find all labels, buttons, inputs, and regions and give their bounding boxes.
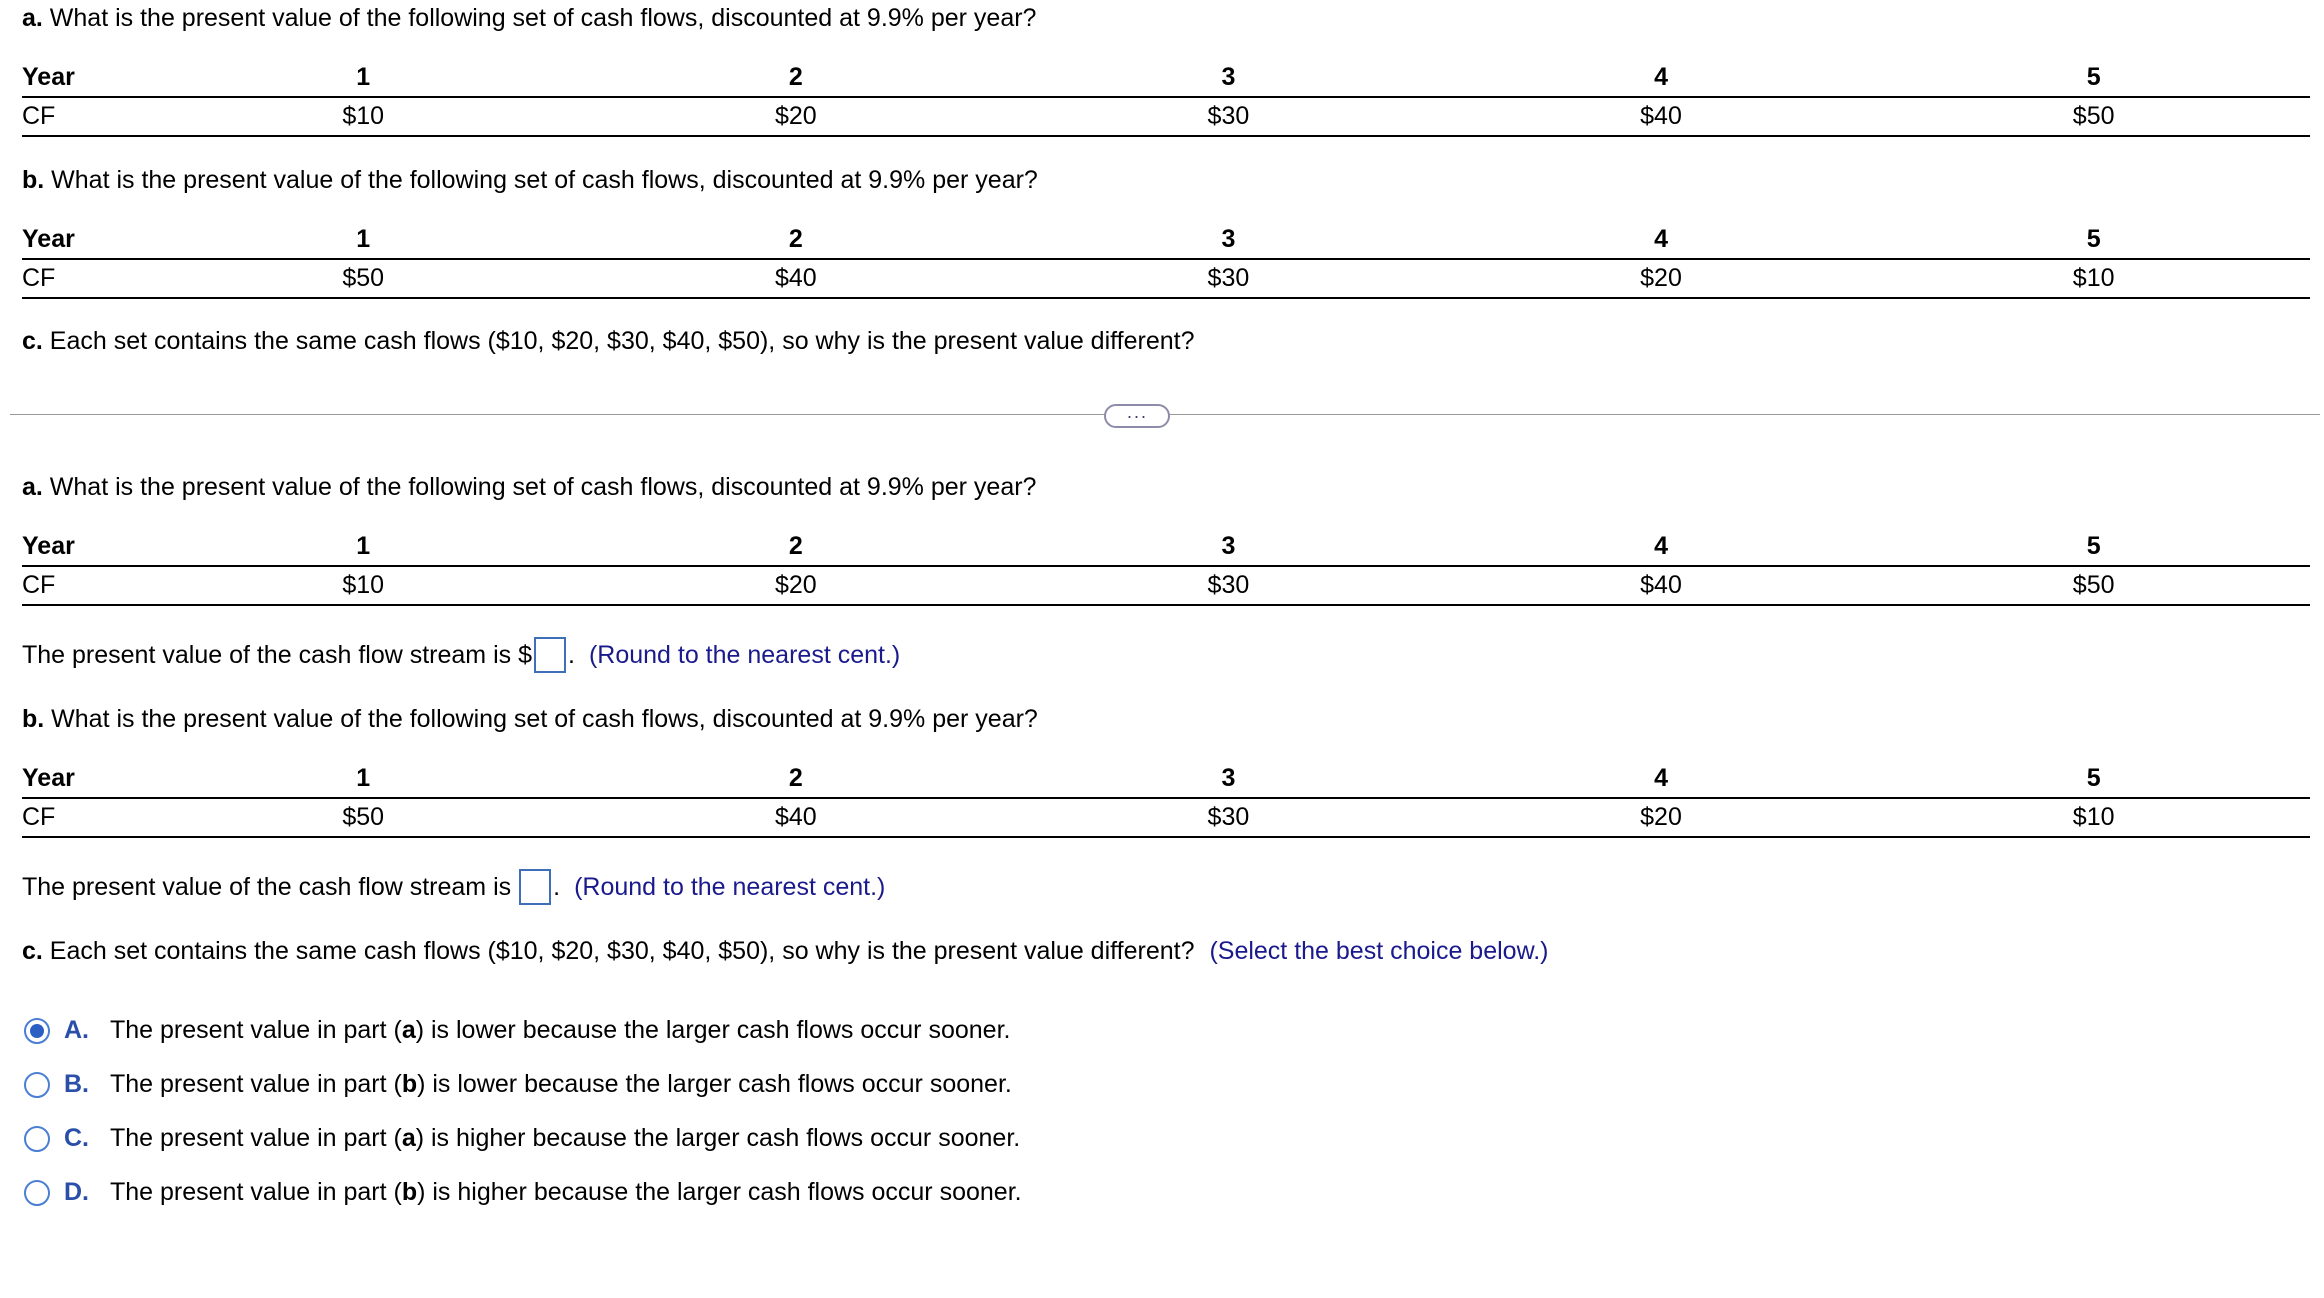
year-cell: 2 [580,220,1013,259]
year-cell: 1 [147,759,580,798]
year-cell: 4 [1445,759,1878,798]
choice-letter: C. [64,1124,89,1152]
question-letter: c. [22,937,43,965]
cf-cell: $40 [1445,566,1878,605]
choice-text-pre: The present value in part ( [110,1070,402,1098]
question-text: Each set contains the same cash flows ($10, $20, $30, $40, $50), so why is the present value different? [42,327,1195,355]
question-c [22,937,1549,966]
top-question-b [22,166,1038,195]
answer-b-input[interactable] [519,869,551,905]
cf-cell: $10 [147,566,580,605]
year-cell: 1 [147,58,580,97]
cf-cell: $50 [1877,566,2310,605]
choice-text-post: ) is lower because the larger cash flows occur sooner. [415,1016,1011,1044]
cf-header: CF [22,259,147,298]
year-cell: 4 [1445,58,1878,97]
cash-flow-table-b [22,759,2310,838]
year-cell: 4 [1445,527,1878,566]
cf-cell: $50 [147,798,580,837]
year-cell: 5 [1877,527,2310,566]
cf-cell: $20 [580,566,1013,605]
question-letter: b. [22,705,45,733]
choice-d[interactable] [24,1178,1022,1207]
choice-text-pre: The present value in part ( [110,1124,402,1152]
cf-cell: $10 [1877,798,2310,837]
radio-icon[interactable] [24,1126,50,1152]
radio-selected-icon[interactable] [24,1018,50,1044]
choice-letter: A. [64,1016,89,1044]
answer-a-input[interactable] [534,637,566,673]
choice-part: a [401,1124,416,1152]
question-b [22,705,1038,734]
question-text: What is the present value of the following set of cash flows, discounted at 9.9% per year? [44,705,1038,733]
top-cash-flow-table-a [22,58,2310,137]
cf-cell: $20 [1445,259,1878,298]
cf-header: CF [22,97,147,136]
choice-text-post: ) is higher because the larger cash flows occur sooner. [417,1178,1022,1206]
choice-a[interactable] [24,1016,1010,1045]
choice-text-post: ) is lower because the larger cash flows occur sooner. [417,1070,1012,1098]
question-a [22,473,1036,502]
round-hint: (Round to the nearest cent.) [574,872,886,901]
cf-cell: $20 [580,97,1013,136]
year-cell: 1 [147,220,580,259]
answer-a-line [22,637,900,673]
choice-c[interactable] [24,1124,1020,1153]
year-cell: 5 [1877,759,2310,798]
cf-cell: $30 [1012,97,1445,136]
cf-cell: $50 [147,259,580,298]
year-header: Year [22,527,147,566]
cf-cell: $30 [1012,259,1445,298]
question-text: What is the present value of the following set of cash flows, discounted at 9.9% per year? [42,4,1037,32]
choice-b[interactable] [24,1070,1012,1099]
question-letter: b. [22,166,45,194]
choice-part: b [401,1070,418,1098]
year-cell: 4 [1445,220,1878,259]
question-letter: a. [22,4,43,32]
choice-text-post: ) is higher because the larger cash flows occur sooner. [415,1124,1021,1152]
year-cell: 2 [580,58,1013,97]
question-text: What is the present value of the following set of cash flows, discounted at 9.9% per year? [44,166,1038,194]
choice-letter: B. [64,1070,89,1098]
question-letter: c. [22,327,43,355]
cf-cell: $30 [1012,798,1445,837]
choice-part: a [401,1016,416,1044]
question-text: Each set contains the same cash flows ($10, $20, $30, $40, $50), so why is the present value different? [42,937,1195,965]
choice-letter: D. [64,1178,89,1206]
choice-text-pre: The present value in part ( [110,1178,402,1206]
select-hint: (Select the best choice below.) [1209,937,1549,965]
cf-cell: $40 [1445,97,1878,136]
radio-icon[interactable] [24,1180,50,1206]
year-cell: 3 [1012,220,1445,259]
question-letter: a. [22,473,43,501]
year-header: Year [22,220,147,259]
answer-suffix: . [567,640,575,669]
cf-header: CF [22,566,147,605]
year-cell: 3 [1012,759,1445,798]
cf-cell: $50 [1877,97,2310,136]
cf-cell: $30 [1012,566,1445,605]
choice-part: b [401,1178,418,1206]
top-question-c [22,327,1194,356]
round-hint: (Round to the nearest cent.) [588,640,901,669]
cf-cell: $10 [147,97,580,136]
year-header: Year [22,759,147,798]
year-cell: 1 [147,527,580,566]
cash-flow-table-a [22,527,2310,606]
year-cell: 5 [1877,58,2310,97]
cf-cell: $40 [580,798,1013,837]
year-cell: 2 [580,759,1013,798]
cf-header: CF [22,798,147,837]
cf-cell: $10 [1877,259,2310,298]
answer-prefix: The present value of the cash flow stream is $ [22,640,532,669]
cf-cell: $20 [1445,798,1878,837]
expand-more-button[interactable]: ··· [1104,404,1170,428]
question-text: What is the present value of the following set of cash flows, discounted at 9.9% per year? [42,473,1037,501]
year-cell: 5 [1877,220,2310,259]
radio-icon[interactable] [24,1072,50,1098]
year-cell: 3 [1012,58,1445,97]
year-cell: 3 [1012,527,1445,566]
cf-cell: $40 [580,259,1013,298]
answer-prefix: The present value of the cash flow stream is [22,872,512,901]
year-header: Year [22,58,147,97]
year-cell: 2 [580,527,1013,566]
top-question-a [22,4,1036,33]
top-cash-flow-table-b [22,220,2310,299]
choice-text-pre: The present value in part ( [110,1016,402,1044]
answer-b-line [22,869,885,905]
answer-suffix: . [553,872,561,901]
